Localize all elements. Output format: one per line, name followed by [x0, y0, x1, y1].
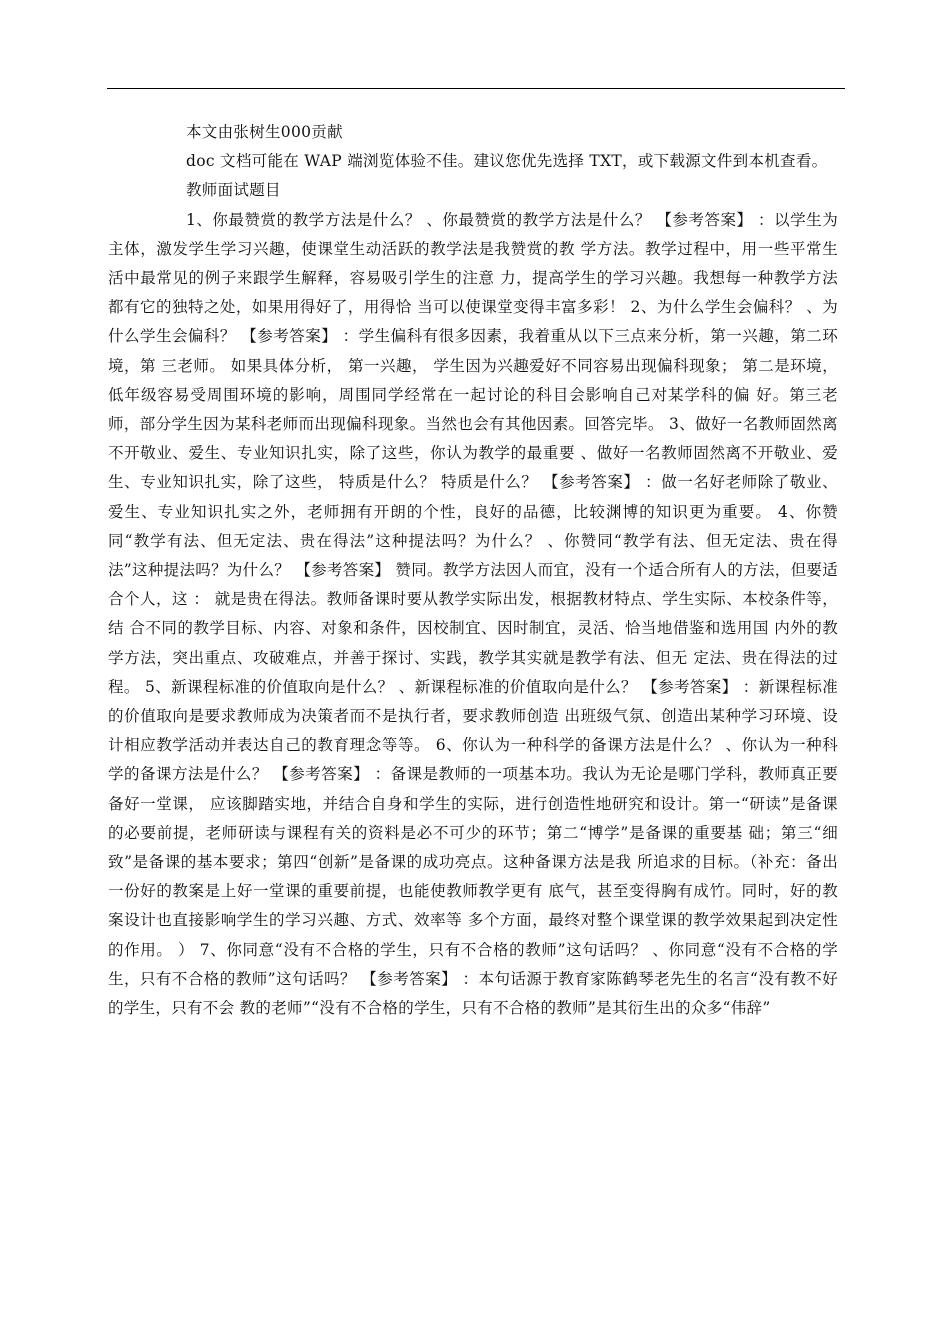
notice-line: doc 文档可能在 WAP 端浏览体验不佳。建议您优先选择 TXT，或下载源文件到本机查看。 — [186, 152, 828, 171]
header-rule — [107, 88, 845, 89]
document-content — [108, 118, 838, 1023]
document-body: 1、你最赞赏的教学方法是什么？ 、你最赞赏的教学方法是什么？ 【参考答案】 ：以学生为主体，激发学生学习兴趣，使课堂生动活跃的教学法是我赞赏的教 学方法。教学过程中，用一些平常生活中最常见的例子来跟学生解释，容易吸引学生的注意 力，提高学生的学习兴趣。我想每一种教学方法都有它的独特之处，如果用得好了，用得恰 当可以使课堂变得丰富多彩！ 2、为什么学生会偏科？ 、为什么学生会偏科？ 【参考答案】 ：学生偏科有很多因素，我着重从以下三点来分析，第一兴趣，第二环境，第 三老师。 如果具体分析， 第一兴趣， 学生因为兴趣爱好不同容易出现偏科现象； 第二是环境， 低年级容易受周围环境的影响，周围同学经常在一起讨论的科目会影响自己对某学科的偏 好。第三老师，部分学生因为某科老师而出现偏科现象。当然也会有其他因素。回答完毕。 3、做好一名教师固然离不开敬业、爱生、专业知识扎实，除了这些，你认为教学的最重要 、做好一名教师固然离不开敬业、爱生、专业知识扎实，除了这些， 特质是什么？ 特质是什么？ 【参考答案】 ：做一名好老师除了敬业、爱生、专业知识扎实之外，老师拥有开朗的个性，良好的品德，比较渊博的知识更为重要。 4、你赞同“教学有法、但无定法、贵在得法”这种提法吗？为什么？ 、你赞同“教学有法、但无定法、贵在得法”这种提法吗？为什么？ 【参考答案】 赞同。教学方法因人而宜，没有一个适合所有人的方法，但要适合个人，这 ： 就是贵在得法。教师备课时要从教学实际出发，根据教材特点、学生实际、本校条件等，结 合不同的教学目标、内容、对象和条件，因校制宜、因时制宜，灵活、恰当地借鉴和选用国 内外的教学方法，突出重点、攻破难点，并善于探讨、实践，教学其实就是教学有法、但无 定法、贵在得法的过程。 5、新课程标准的价值取向是什么？ 、新课程标准的价值取向是什么？ 【参考答案】 ：新课程标准的价值取向是要求教师成为决策者而不是执行者，要求教师创造 出班级气氛、创造出某种学习环境、设计相应教学活动并表达自己的教育理念等等。 6、你认为一种科学的备课方法是什么？ 、你认为一种科学的备课方法是什么？ 【参考答案】 ：备课是教师的一项基本功。我认为无论是哪门学科，教师真正要备好一堂课， 应该脚踏实地，并结合自身和学生的实际，进行创造性地研究和设计。第一“研读”是备课 的必要前提，老师研读与课程有关的资料是必不可少的环节；第二“博学”是备课的重要基 础；第三“细致”是备课的基本要求；第四“创新”是备课的成功亮点。这种备课方法是我 所追求的目标。（补充：备出一份好的教案是上好一堂课的重要前提，也能使教师教学更有 底气，甚至变得胸有成竹。同时，好的教案设计也直接影响学生的学习兴趣、方式、效率等 多个方面，最终对整个课堂课的教学效果起到决定性的作用。 ） 7、你同意“没有不合格的学生，只有不合格的教师”这句话吗？ 、你同意“没有不合格的学生，只有不合格的教师”这句话吗？ 【参考答案】 ：本句话源于教育家陈鹤琴老先生的名言“没有教不好的学生，只有不会 教的老师”“没有不合格的学生，只有不合格的教师”是其衍生出的众多“伟辞” — [108, 210, 838, 1018]
contributor-line: 本文由张树生000贡献 — [186, 123, 343, 141]
document-title: 教师面试题目 — [186, 181, 281, 200]
